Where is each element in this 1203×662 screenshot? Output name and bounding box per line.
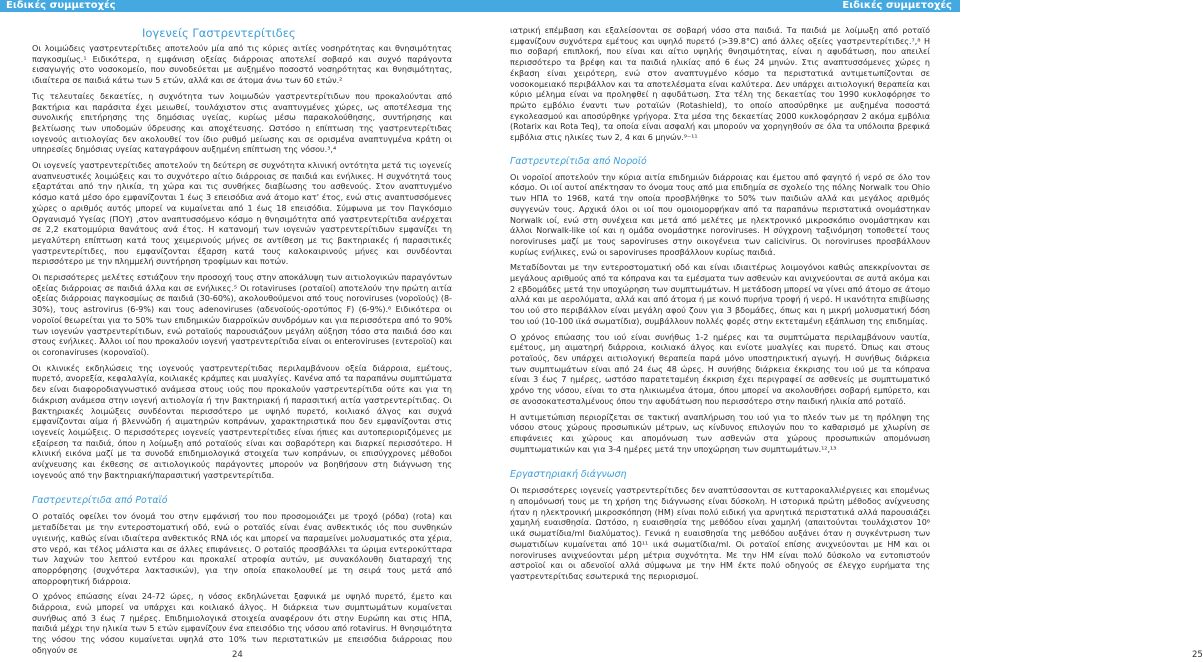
header-bar bbox=[0, 0, 960, 12]
paragraph: Οι λοιμώδεις γαστρεντερίτιδες αποτελούν μία από τις κύριες αιτίες νοσηρότητας και θνησιμότητας παγκοσμίως.¹ Ειδικότερα, η εμφάνιση οξείας διάρροιας αποτελεί σοβαρό και συχνό παράγοντα εισαγωγής στο νοσοκομείο, που συνοδεύεται με αυξημένο ποσοστό νοσηρότητας και θνησιμότητας, ιδιαίτερα σε παιδιά κάτω των 5 ετών, αλλά και σε άτομα άνω των 60 ετών.² bbox=[32, 44, 452, 86]
paragraph: Μεταδίδονται με την εντεροστοματική οδό και είναι ιδιαιτέρως λοιμογόνοι καθώς απεκκρίνονται σε μεγάλους αριθμούς από τα κόπρανα και τα εμέσματα των ασθενών και ανιχνεύονται σε αυτά ακόμα και 2 εβδομάδες μετά την υποχώρηση των συμπτωμάτων. Η μετάδοση μπορεί να γίνει από άτομο σε άτομο αλλά και με αερολύματα, αλλά και από άτομα ή με κοινό πυρήνα τροφή ή νερό. Η ικανότητα επιβίωσης του ιού στο περιβάλλον είναι μεγάλη αφού ζουν για 3 βδομάδες, όπως και η μικρή μολυσματική δόση του ιού (10-100 ιϊκά σωματίδια), συμβάλλουν πολλές φορές στην εκτεταμένη εξάπλωση της επιδημίας. bbox=[510, 263, 930, 326]
paragraph: ιατρική επέμβαση και εξαλείσονται σε σοβαρή νόσο στα παιδιά. Τα παιδιά με λοίμωξη από ροταϊό εμφανίζουν συχνότερα εμέτους και υψηλό πυρετό (>39.8°C) από άλλες οξείες γαστρεντερίτιδες.⁷,⁸ Η πιο σοβαρή επιπλοκή, που είναι και αίτιο υψηλής θνησιμότητας, είναι η αφυδάτωση, που απειλεί περισσότερο τα βρέφη και τα παιδιά ηλικίας από 6 έως 24 μηνών. Στις αναπτυσσόμενες χώρες η έκβαση είναι χειρότερη, ενώ στον αναπτυγμένο κόσμο τα περιστατικά αντιμετωπίζονται σε νοσοκομειακό περιβάλλον και τα αποτελέσματα είναι καλύτερα. Δεν υπάρχει αιτιολογική θεραπεία και κύριο μέλημα είναι να προληφθεί η αφυδάτωση. Στα τέλη της δεκαετίας του 1990 κυκλοφόρησε το πρώτο εμβόλιο έναντι των ροταϊών (Rotashield), το οποίο αποσύρθηκε με αυξημένα ποσοστά εγκολεασμού και αποσύρθηκε γρήγορα. Στα μέσα της δεκαετίας 2000 κυκλοφόρησαν 2 ακόμα εμβόλια (Rotarix και Rota Teq), τα οποία είναι ασφαλή και μπορούν να χορηγηθούν σε όλα τα υπόλοιπα βρεφικά εμβόλια στις ηλικίες των 2, 4 και 6 μηνών.⁹⁻¹¹ bbox=[510, 26, 930, 143]
paragraph: Τις τελευταίες δεκαετίες, η συχνότητα των λοιμωδών γαστρεντερίτιδων που προκαλούνται από βακτήρια και παράσιτα έχει μειωθεί, τουλάχιστον στις αναπτυγμένες χώρες, ως αποτέλεσμα της συνολικής επιτήρησης της δημόσιας υγείας, κυρίως μέσω παρακολούθησης, συντήρησης και βελτίωσης των υποδομών ύδρευσης και αποχέτευσης. Ωστόσο η επίπτωση της γαστρεντερίτιδας ιογενούς αιτιολογίας δεν ακολουθεί τον ίδιο ρυθμό μείωσης και σε ορισμένα αναπτυγμένα κράτη οι υπηρεσίες δημόσιας υγείας καταγράφουν αυξημένη επίπτωση της νόσου.³,⁴ bbox=[32, 91, 452, 155]
paragraph: Η αντιμετώπιση περιορίζεται σε τακτική αναπλήρωση του ιού για το πλεόν των με τη πρόληψη της νόσου στους χώρους προσωπικών μέτρων, ως κίνδυνος επιλογών που το καθαρισμό με χλωρίνη σε επιφάνειες και χώρους και απομόνωση των ασθενών στα χώρους προσωπικών απομόνωση συμπτωματικών και για 3-4 ημέρες μετά την υποχώρηση των συμπτωμάτων.¹²,¹³ bbox=[510, 412, 930, 454]
paragraph: Οι νοροϊοί αποτελούν την κύρια αιτία επιδημιών διάρροιας και έμετου από φαγητό ή νερό σε όλο τον κόσμο. Οι ιοί αυτοί απέκτησαν το όνομα τους από μια επιδημία σε σχολείο της πόλης Norwalk του Ohio των ΗΠΑ το 1968, κατά την οποία προσβλήθηκε το 50% των παιδιών αλλά και μεγάλος αριθμός συγγενών τους. Αρχικά όλοι οι ιοί που ομοιομορφήκαν από τα παραπάνω περιστατικά ονομάστηκαν Norwalk ιοί, ενώ στη συνέχεια και μετά από μελέτες με ηλεκτρονικό μικροσκόπιο ονομάστηκαν και άλλοι Norwalk-like ιοί και η ομάδα ονομάστηκε noroviruses. Η σύγχρονη ταξινόμηση τοποθετεί τους noroviruses μαζί με τους sapoviruses στην οικογένεια των calicivirus. Οι noroviruses προσβάλλουν κυρίως ενήλικες, ενώ οι sapoviruses προσβάλλουν κυρίως παιδιά. bbox=[510, 172, 930, 257]
paragraph: Οι ιογενείς γαστρεντερίτιδες αποτελούν τη δεύτερη σε συχνότητα κλινική οντότητα μετά τις ιογενείς αναπνευστικές λοιμώξεις και το συχνότερο αίτιο διάρροιας σε παιδιά και ενήλικες. Η συχνότητά τους εξαρτάται από την ηλικία, τη χώρα και τις συνθήκες διαβίωσης του ασθενούς. Στον αναπτυγμένο κόσμο κατά μέσο όρο εμφανίζονται 1 έως 3 επεισόδια ανά άτομο κατ' έτος, ενώ στις αναπτυσσόμενες χώρες ο αριθμός αυτός μπορεί να κυμαίνεται από 1 έως 18 επεισόδια. Σύμφωνα με τον Παγκόσμιο Οργανισμό Υγείας (ΠΟΥ) ,στον αναπτυσσόμενο κόσμο η θνησιμότητα από γαστρεντερίτιδα ανέρχεται σε 2,2 εκατομμύρια θανάτους ανά έτος. Η κατανομή των ιογενών γαστρεντερίτιδων εμφανίζει τη μεγαλύτερη επίπτωση κατά τους χειμερινούς μήνες σε αντίθεση με τις βακτηριακές ή παρασιτικές γαστρεντερίτιδες, που εμφανίζονται έξαρση κατά τους καλοκαιρινούς μήνες και συνδέονται περισσότερο με την πλημμελή συντήρηση τροφίμων και ποτών. bbox=[32, 161, 452, 267]
right-column bbox=[510, 26, 930, 588]
left-column bbox=[32, 26, 452, 662]
page-number-left: 24 bbox=[232, 650, 243, 660]
paragraph: Οι περισσότερες μελέτες εστιάζουν την προσοχή τους στην αποκάλυψη των αιτιολογικών παραγόντων οξείας διάρροιας σε παιδιά άλλα και σε ενήλικες.⁵ Οι rotaviruses (ροταϊοί) αποτελούν την πρώτη αιτία οξείας διάρροιας παγκοσμίως σε παιδιά (30-60%), ακολουθούμενοι από τους noroviruses (νοροϊούς) (8-30%), τους astrovirus (6-9%) και τους adenoviruses (αδενοϊούς-οροτύπος F) (6-9%).⁶ Ειδικότερα οι νοροϊοί θεωρείται για το 50% των επιδημικών διαρροϊκών συνδρόμων και για περισσότερα από το 90% των ιογενών γαστρεντερίτιδων, ενώ ροταϊούς παρουσιάζουν μεγάλη αύξηση τόσο στα παιδιά όσο και στους ενήλικες. Άλλοι ιοί που προκαλούν ιογενή γαστρεντερίτιδα είναι οι enteroviruses (εντεροϊοί) και οι coronaviruses (κοροναϊοί). bbox=[32, 273, 452, 357]
running-header-left: Ειδικές συμμετοχές bbox=[6, 0, 116, 11]
paragraph: Οι περισσότερες ιογενείς γαστρεντερίτιδες δεν αναπτύσσονται σε κυτταροκαλλιέργειες και επομένως η απομόνωσή τους με τη χρήση της διάγνωσης είναι δύσκολη. Η ιστορικά πρώτη μέθοδος ανίχνευσης ήταν η ηλεκτρονική μικροσκόπηση (ΗΜ) είναι πολύ ειδική για αρνητικά περιστατικά αλλά παρουσιάζει χαμηλή ευαισθησία. Ωστόσο, η ευαισθησία της μεθόδου είναι χαμηλή (απαιτούνται τουλάχιστον 10⁶ ιικά σωματίδια/ml διαλύματος). Γενικά η ευαισθησία της μεθόδου αυξάνει όταν η συγκέντρωση των σωματιδίων κυμαίνεται από 10¹¹ ιικά σωματίδια/ml. Οι ροταϊοί επίσης ανιχνεύονται με HM και οι noroviruses ανιχνεύονται μέρη μέτρια συχνότητα. Με την HM είναι πολύ δύσκολο να εντοπιστούν αστροϊοί και οι αδενοϊοί αλλά σύμφωνα με την HM έκτε πολύ οδηγούς σε έλεγχο ευρήματα της γαστρεντερίτιδας εσωτερικά της περιορισμοί. bbox=[510, 486, 930, 581]
running-header-right: Ειδικές συμμετοχές bbox=[842, 0, 952, 11]
paragraph: Ο χρόνος επώασης του ιού είναι συνήθως 1-2 ημέρες και τα συμπτώματα περιλαμβάνουν ναυτία, εμέτους, μη αιματηρή διάρροια, κοιλιακό άλγος και ενίοτε μυαλγίες και πυρετό. Όπως και στους ροταϊούς, δεν υπάρχει αιτιολογική θεραπεία παρά μόνο υποστηρικτική αγωγή. Η συνήθως διάρκεια των συμπτωμάτων είναι από 24 έως 48 ώρες. Η συνήθης διάρκεια έκκρισης του ιού με τα κόπρανα είναι 3 έως 7 ημέρες, ωστόσο παρατεταμένη έκκριση έχει περιγραφεί σε ασθενείς με συμπτωματικό χρόνο της νόσου, είναι το στα ηλικιωμένα άτομα, όπου μπορεί να ακολουθήσει σοβαρή εμπύρετο, και σε ανοσοκατεσταλμένους όπου την αφυδάτωση που περισσότερο στην παιδική ηλικία από ροταϊό. bbox=[510, 332, 930, 406]
section-heading-rotavirus: Γαστρεντερίτιδα από Ροταϊό bbox=[32, 495, 168, 507]
section-heading-lab-diagnosis: Εργαστηριακή διάγνωση bbox=[510, 469, 627, 481]
paragraph: Οι κλινικές εκδηλώσεις της ιογενούς γαστρεντερίτιδας περιλαμβάνουν οξεία διάρροια, εμέτους, πυρετό, ανορεξία, κεφαλαλγία, κοιλιακές κράμπες και μυαλγίες. Κανένα από τα παραπάνω συμπτώματα δεν είναι διαφοροδιαγνωστικό ανάμεσα στους ιούς που προκαλούν γαστρεντερίτιδα ούτε και για τη διάκριση ανάμεσα στην ιογενή αιτιολογία ή την βακτηριακή ή παρασιτική αιτία γαστρεντερίτιδας. Οι βακτηριακές λοιμώξεις συνδέονται περισσότερο με υψηλό πυρετό, κοιλιακό άλγος και συχνά εμφανίζονται αίμα ή βλεννώδη ή αιματηρών κοπράνων, χαρακτηριστικά που δεν εμφανίζονται στις ιογενείς λοιμώξεις. Ο περισσότερες ιογενείς γαστρεντερίτιδες είναι ήπιες και αυτοπεριοριζόμενες με εξαίρεση τα παιδιά, όπου η λοίμωξη από ροταϊούς είναι και σοβαρότερη και διαρκεί περισσότερο. Η κλινική εικόνα μαζί με τα συνοδά επιδημιολογικά στοιχεία των κοπράνων, οι επισύγχρονες μέθοδοι ανίχνευσης και έκθεσης σε αιτιολογικούς παράγοντες μπορούν να βοηθήσουν στη διάγνωση της ιογενούς από την βακτηριακή/παρασιτική γαστρεντερίτιδα. bbox=[32, 363, 452, 480]
paragraph: Ο χρόνος επώασης είναι 24-72 ώρες, η νόσος εκδηλώνεται ξαφνικά με υψηλό πυρετό, έμετο και διάρροια, ενώ μπορεί να υπάρχει και κοιλιακό άλγος. Η διάρκεια των συμπτωμάτων κυμαίνεται συνήθως από 3 έως 7 ημέρες. Επιδημιολογικά στοιχεία αναφέρουν ότι στην Ευρώπη και στις ΗΠΑ, παιδιά μέχρι την ηλικία των 5 ετών εμφανίζουν ένα επεισόδιο της νόσου από rotavirus. Η θνησιμότητα της νόσου της νόσου κυμαίνεται υψηλά στο 10% των περιστατικών με επεισόδια διάρροιας που οδηγούν σε bbox=[32, 592, 452, 655]
article-title: Ιογενείς Γαστρεντερίτιδες bbox=[142, 26, 296, 40]
page-number-right: 25 bbox=[1192, 650, 1203, 660]
section-heading-norovirus: Γαστρεντερίτιδα από Νοροϊό bbox=[510, 155, 647, 167]
paragraph: Ο ροταϊός οφείλει τον όνομά του στην εμφάνισή του που προσομοιάζει με τροχό (ρόδα) (rota) και μεταδίδεται με την εντεροστοματική οδό, ενώ ο ροταϊός είναι ένας ανθεκτικός ιός που συνθηκών υγιεινής, καθώς είναι ιδιαίτερα ανθεκτικός RNA ιός και μπορεί να παραμείνει μολυσματικός στα χέρια, στο νερό, και τέλος μάλιστα και σε άλλες επιφάνειες. Ο ροταϊός προσβάλλει τα ώριμα εντεροκύτταρα των λαχνών του λεπτού εντέρου και προκαλεί ατροφία αυτών, με συνακόλουθη διαταραχή της απορρόφησης (συχνότερα λακτασικών), για την οποία επακολουθεί με τη σειρά τους μετά από απορροφητική διάρροια. bbox=[32, 512, 452, 586]
